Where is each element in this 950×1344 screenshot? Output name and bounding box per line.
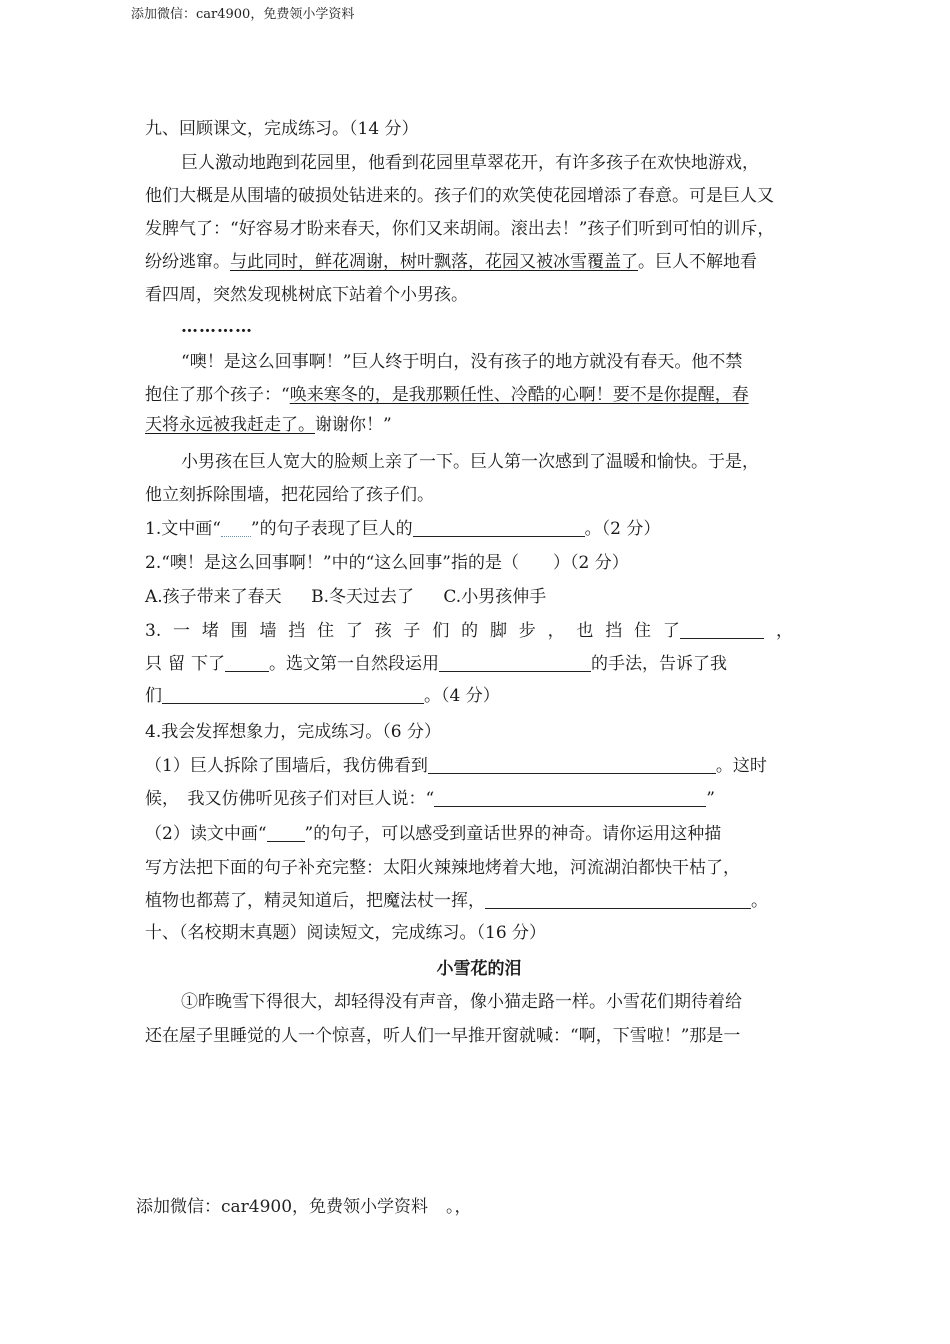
story-line: 还在屋子里睡觉的人一个惊喜，听人们一早推开窗就喊：“啊，下雪啦！”那是一 [145, 1026, 741, 1046]
question-4: 4.我会发挥想象力，完成练习。（6 分） [145, 722, 441, 742]
question-4-2-cont: 写方法把下面的句子补充完整：太阳火辣辣地烤着大地，河流湖泊都快干枯了， [145, 858, 740, 878]
passage-line: 他立刻拆除围墙，把花园给了孩子们。 [145, 485, 434, 505]
option-b[interactable]: B.冬天过去了 [311, 587, 414, 607]
underlined-sentence: 天将永远被我赶走了。 [145, 415, 315, 435]
question-4-2: （2）读文中画“ ”的句子，可以感受到童话世界的神奇。请你运用这种描 [145, 824, 722, 844]
passage-line: 纷纷逃窜。与此同时，鲜花凋谢，树叶飘落，花园又被冰雪覆盖了。巨人不解地看 [145, 252, 757, 272]
question-3-line-1: 3. 一 堵 围 墙 挡 住 了 孩 子 们 的 脚 步 ， 也 挡 住 了 ， [145, 621, 793, 641]
question-4-2-cont: 植物也都蔫了，精灵知道后，把魔法杖一挥， 。 [145, 891, 768, 911]
question-3-line-3: 们 。（4 分） [145, 686, 500, 706]
passage-line: 发脾气了：“好容易才盼来春天，你们又来胡闹。滚出去！”孩子们听到可怕的训斥， [145, 219, 775, 239]
answer-blank[interactable] [225, 653, 269, 672]
answer-blank[interactable] [267, 823, 305, 842]
passage-line: 抱住了那个孩子：“唤来寒冬的，是我那颗任性、冷酷的心啊！要不是你提醒，春 [145, 385, 749, 405]
header-watermark: 添加微信：car4900，免费领小学资料 [131, 7, 355, 22]
option-c[interactable]: C.小男孩伸手 [443, 587, 547, 607]
passage-line: 巨人激动地跑到花园里，他看到花园里草翠花开，有许多孩子在欢快地游戏， [181, 153, 759, 173]
passage-line: 天将永远被我赶走了。谢谢你！” [145, 415, 392, 435]
story-line: ①昨晚雪下得很大，却轻得没有声音，像小猫走路一样。小雪花们期待着给 [181, 992, 742, 1012]
answer-blank[interactable] [680, 620, 764, 639]
question-2-options [145, 585, 813, 609]
answer-blank[interactable] [485, 890, 751, 909]
option-a[interactable]: A.孩子带来了春天 [145, 587, 282, 607]
question-2: 2.“噢！是这么回事啊！”中的“这么回事”指的是（ ）（2 分） [145, 553, 629, 573]
question-4-1: （1）巨人拆除了围墙后，我仿佛看到 。这时 [145, 756, 767, 776]
footer-watermark: 添加微信：car4900，免费领小学资料 。， [136, 1197, 472, 1217]
story-title: 小雪花的泪 [436, 959, 522, 979]
section9-heading: 九、回顾课文，完成练习。（14 分） [145, 119, 419, 139]
answer-blank[interactable] [162, 685, 424, 704]
question-4-1-cont: 候， 我又仿佛听见孩子们对巨人说：“ ” [145, 789, 715, 809]
passage-line: 他们大概是从围墙的破损处钻进来的。孩子们的欢笑使花园增添了春意。可是巨人又 [145, 186, 774, 206]
passage-line: 看四周，突然发现桃树底下站着个小男孩。 [145, 285, 468, 305]
question-3-spaced-text: 3. 一 堵 围 墙 挡 住 了 孩 子 们 的 脚 步 ， 也 挡 住 了 [145, 621, 680, 641]
wavy-line-marker [221, 518, 251, 537]
question-3-line-2: 只 留 下了 。选文第一自然段运用 的手法，告诉了我 [145, 654, 727, 674]
passage-line: “噢！是这么回事啊！”巨人终于明白，没有孩子的地方就没有春天。他不禁 [181, 352, 743, 372]
ellipsis: ………… [181, 317, 253, 337]
answer-blank[interactable] [439, 653, 591, 672]
section10-heading: 十、（名校期末真题）阅读短文，完成练习。（16 分） [145, 923, 547, 943]
answer-blank[interactable] [428, 755, 716, 774]
underlined-sentence: 与此同时，鲜花凋谢，树叶飘落，花园又被冰雪覆盖了 [230, 252, 638, 272]
underlined-sentence: 唤来寒冬的，是我那颗任性、冷酷的心啊！要不是你提醒，春 [289, 385, 749, 405]
passage-line: 小男孩在巨人宽大的脸颊上亲了一下。巨人第一次感到了温暖和愉快。于是， [181, 452, 759, 472]
answer-blank[interactable] [413, 518, 585, 537]
question-1: 1.文中画“ ”的句子表现了巨人的 。（2 分） [145, 519, 661, 539]
answer-blank[interactable] [434, 788, 706, 807]
